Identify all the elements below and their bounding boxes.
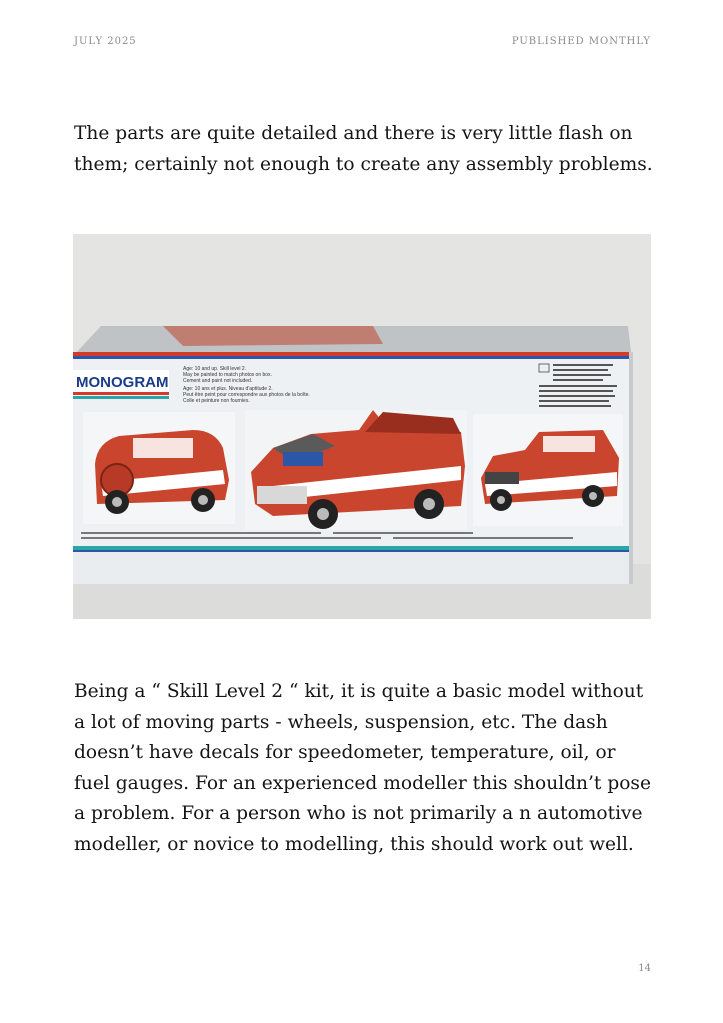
box-text-en-2: May be painted to match photos on box. (183, 372, 272, 378)
box-text-en-3: Cement and paint not included. (183, 378, 253, 384)
kit-box-illustration (73, 234, 651, 619)
brand-text: MONOGRAM (76, 374, 169, 391)
page-header (74, 36, 651, 47)
truck-rear-view (95, 430, 229, 514)
header-date: JULY 2025 (74, 36, 137, 47)
box-text-fr-2: Peut être peint pour correspondre aux photos de la boîte. (183, 392, 310, 398)
box-text-fr-3: Colle et peinture non fournies. (183, 398, 250, 404)
box-text-en-1: Age: 10 and up. Skill level 2. (183, 366, 247, 372)
box-text-fr-1: Age: 10 ans et plus. Niveau d'aptitude 2. (183, 386, 273, 392)
page-number: 14 (638, 963, 651, 974)
paragraph-skill-level: Being a “ Skill Level 2 “ kit, it is quite a basic model without a lot of moving parts - wheels, suspension, etc. The dash doesn’t have decals for speedometer, temperature, oil, or fuel gauges. For an experienced modeller this shouldn’t pose a problem. For a person who is not primarily a n automotive modeller, or novice to modelling, this should work out well. (74, 681, 651, 855)
header-frequency: PUBLISHED MONTHLY (511, 36, 651, 47)
kit-box-photo (73, 234, 651, 619)
paragraph-intro: The parts are quite detailed and there is very little flash on them; certainly not enough to create any assembly problems. (74, 123, 653, 175)
